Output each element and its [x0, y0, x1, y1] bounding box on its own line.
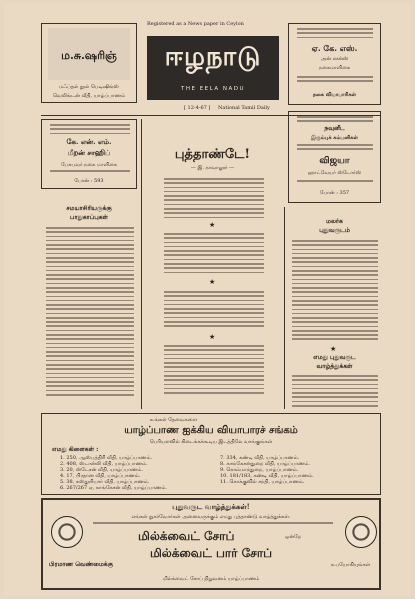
right-article2-subtitle: வாழ்த்துக்கள்	[316, 363, 353, 370]
top-right-ad-line2: நகைமாளிகை	[318, 65, 351, 71]
cooperative-subtitle: பெரியளவில் கிடைக்கக்கூடிய இடத்திலே வாங்குங்கள்	[149, 439, 273, 445]
top-left-ad-line2: வெலிங்டன் வீதி, யாழ்ப்பாணம்	[53, 93, 125, 99]
right-article2-body	[292, 375, 378, 409]
centre-poem-stanza-3	[164, 291, 264, 330]
left-article-subtitle: பாதுகாப்புகள்	[70, 214, 108, 221]
branch-item: 9. கொம்மாந்துறை, யாழ்ப்பாணம்.	[220, 467, 299, 473]
centre-byline: — இ. நாவாலூர் —	[190, 165, 235, 171]
branch-item: 5. 38, கஸ்தூரியார் வீதி, யாழ்ப்பாணம்.	[60, 479, 150, 485]
national-daily: National Tamil Daily	[218, 105, 270, 111]
left-article-body	[46, 227, 134, 398]
branch-item: 2. 408, ஸ்டான்லி வீதி, யாழ்ப்பாணம்.	[60, 461, 148, 467]
soap-ad-footer: மில்க்வைட் சோப் நிறுவனம் யாழ்ப்பாணம்	[162, 576, 260, 582]
cooperative-intro: உங்கள் தேவைகளை	[150, 417, 197, 423]
soap-bar-right-logo	[345, 516, 377, 548]
centre-poem-stanza-1	[164, 178, 264, 221]
brand-logo	[48, 28, 130, 80]
right-article-title: மலர்க	[326, 218, 343, 225]
left-ad-title: கே. என். எம்.	[66, 137, 112, 146]
branch-item: 10. 181/183, கண்டி வீதி, யாழ்ப்பாணம்.	[220, 473, 314, 479]
soap-bar-left-logo	[51, 516, 83, 548]
top-right-ad	[288, 23, 381, 105]
divider-star: ★	[209, 278, 216, 286]
registration-line: Registered as a News paper in Ceylon	[147, 21, 244, 27]
branch-item: 11. கொக்குவில் சந்தி, யாழ்ப்பாணம்.	[220, 479, 305, 485]
right-ad-line1: இரும்புக் கம்பனிகள்	[311, 135, 358, 141]
date-line: [ 12-4-67 ]	[184, 105, 211, 111]
left-ad-name: மீறன் சாஹிப்	[67, 148, 111, 157]
soap-ad-intro: எங்கள் நுகர்வோர்கள் அனைவருக்கும் எமது புத்தாண்டு வாழ்த்துக்கள்.	[131, 514, 291, 520]
soap-ad-brand-suffix: ஒன்றே	[285, 534, 301, 540]
right-article2-title: எமது புதுவருட	[313, 354, 356, 361]
soap-ad-greeting: புதுவருட வாழ்த்துக்கள்!	[172, 502, 250, 511]
right-ad-vijaya	[288, 111, 381, 203]
right-article-body	[292, 240, 378, 343]
cooperative-title: யாழ்ப்பாண ஐக்கிய வியாபாரச் சங்கம்	[124, 425, 298, 436]
left-ad-phone: போன் : 593	[74, 178, 104, 184]
top-right-ad-line1: அன் ஸன்ஸ்	[320, 56, 349, 62]
newspaper-page	[4, 3, 411, 596]
right-article-subtitle: புதுவருடம்	[319, 227, 350, 234]
top-left-ad-line1: மஃப்தல் நூல் பெடிஷிங்ஸ்	[59, 84, 119, 90]
right-ad-name: விஜயா	[319, 156, 350, 166]
soap-ad-left-text: பிரமாண வெண்மைக்கு	[49, 561, 113, 568]
top-left-ad	[41, 23, 137, 103]
left-ad-line: பேசுபவர் நகை மாளிகை	[60, 162, 118, 168]
masthead-title: ஈழநாடு	[164, 42, 262, 72]
right-ad-title: நவுனீட	[324, 125, 345, 132]
right-ad-line2: ஹாட்வேயர் ஸ்டோர்ஸ்	[307, 170, 362, 176]
brand-name: ம.சு.ஷரிஞ்	[61, 49, 117, 62]
cooperative-list-head: எமது கிளைகள் :	[52, 446, 99, 453]
right-ad-phone: போன் : 357	[319, 190, 350, 196]
centre-headline: புத்தாண்டே!	[174, 147, 251, 162]
left-article-title: சமயாசிரியருக்கு	[66, 205, 112, 212]
centre-poem-stanza-4	[164, 345, 264, 396]
divider-star: ★	[330, 345, 337, 353]
cooperative-ad	[41, 413, 381, 495]
branch-item: 1. 250, ஆஸ்பத்திரி வீதி, யாழ்ப்பாணம்.	[60, 455, 153, 461]
centre-poem-stanza-2	[164, 233, 264, 276]
milkwhite-soap-ad	[41, 498, 381, 590]
top-right-ad-line3: நகை வியாபாரிகள்	[312, 92, 357, 98]
soap-ad-brand: மில்க்வைட் சோப்	[138, 529, 235, 543]
masthead-subtitle: THE EELA NADU	[180, 86, 245, 92]
masthead	[147, 36, 279, 100]
branch-item: 7. 334, கண்டி வீதி, யாழ்ப்பாணம்.	[220, 455, 300, 461]
branch-item: 3. 20, ஸ்டேசன் வீதி, யாழ்ப்பாணம்.	[60, 467, 144, 473]
branch-item: 8. காங்கேசன்துறை வீதி, யாழ்ப்பாணம்.	[220, 461, 310, 467]
top-right-ad-shop: ஏ. கே. எஸ்.	[311, 43, 358, 53]
left-ad-kenem	[41, 119, 137, 189]
branch-item: 6. 267/267 ஏ, காங்கேசன் வீதி, யாழ்ப்பாணம்.	[60, 485, 167, 491]
divider-star: ★	[209, 333, 216, 341]
branch-item: 4. 17, பிரதான வீதி, யாழ்ப்பாணம்.	[60, 473, 141, 479]
divider-star: ★	[209, 221, 216, 229]
soap-ad-right-text: உபயோகியுங்கள்	[331, 562, 371, 568]
soap-ad-brand2: மில்க்வைட் பார் சோப்	[149, 546, 273, 560]
